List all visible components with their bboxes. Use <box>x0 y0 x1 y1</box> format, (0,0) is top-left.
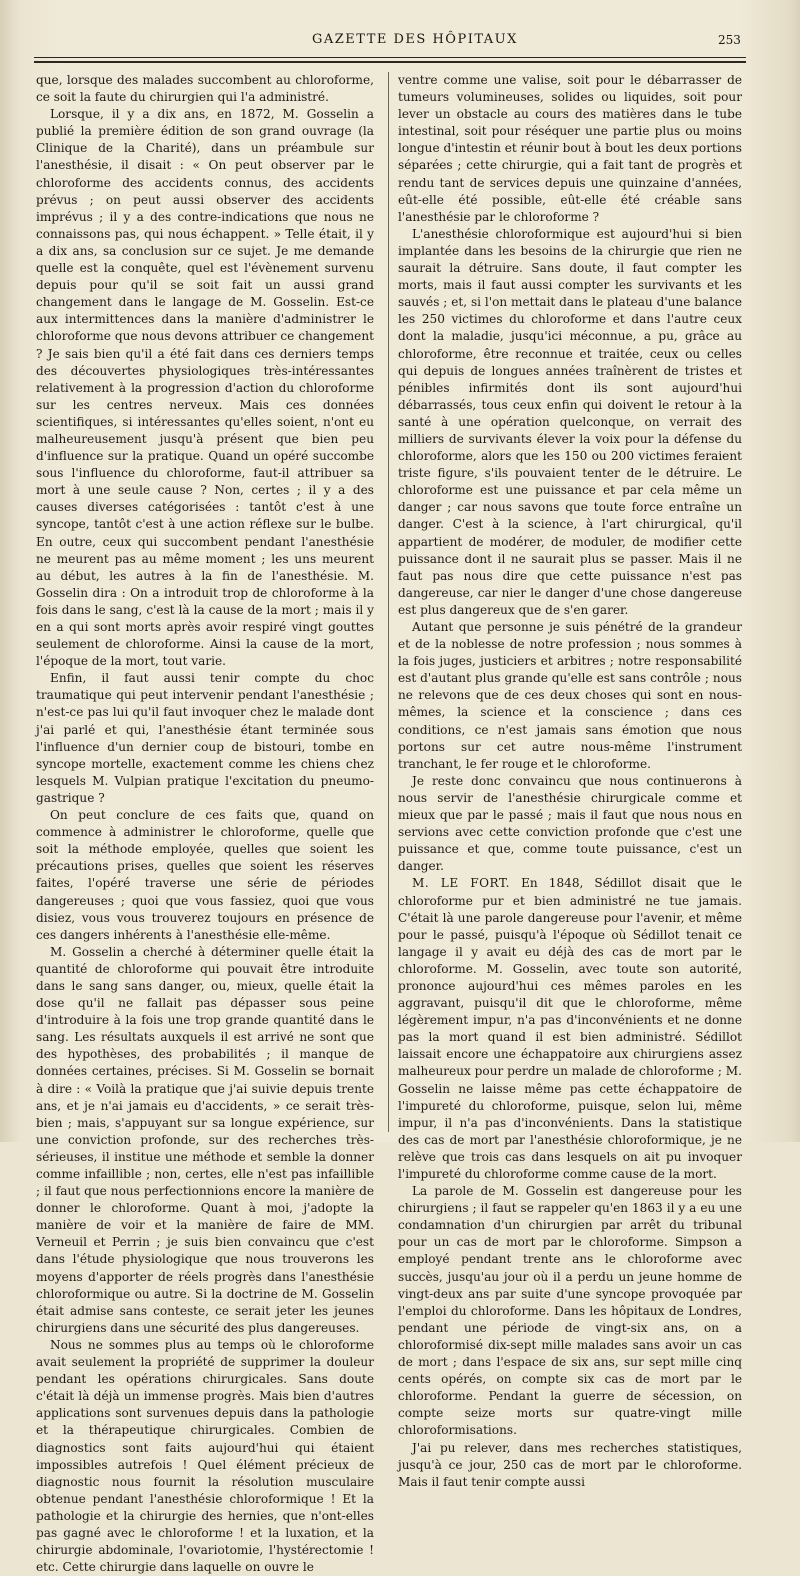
paragraph: L'anesthésie chloroformique est aujourd'hui si bien implantée dans les besoins de la chirurgie que rien ne saurait la détruire. Sans doute, il faut compter les morts, mais il faut aussi compter les survivants et les sauvés ; et, si l'on mettait dans le plateau d'une balance les 250 victimes du chloroforme et dans l'autre ceux dont la maladie, jusqu'ici méconnue, a pu, grâce au chloroforme, être reconnue et traitée, ceux ou celles qui depuis de longues années traînèrent de tristes et pénibles infirmités dont ils sont aujourd'hui débarrassés, tous ceux enfin qui doivent le retour à la santé à une opération quelconque, on verrait des milliers de survivants élever la voix pour la défense du chloroforme, alors que les 150 ou 200 victimes feraient triste figure, s'ils pouvaient tenter de le détruire. Le chloroforme est une puissance et par cela même un danger ; car nous savons que toute force entraîne un danger. C'est à la science, à l'art chirurgical, qu'il appartient de modérer, de moduler, de modifier cette puissance dont il ne saurait plus se passer. Mais il ne faut pas nous dire que cette puissance n'est pas dangereuse, car nier le danger d'une chose dangereuse est plus dangereux que de s'en garer. <box>398 226 742 617</box>
right-column <box>398 72 742 1491</box>
paragraph: Enfin, il faut aussi tenir compte du choc traumatique qui peut intervenir pendant l'anesthésie ; n'est-ce pas lui qu'il faut invoquer chez le malade dont j'ai parlé et qui, l'anesthésie étant terminée sous l'influence d'un dernier coup de bistouri, tombe en syncope mortelle, exactement comme les chiens chez lesquels M. Vulpian pratique l'excitation du pneumo-gastrique ? <box>36 671 374 805</box>
paragraph: J'ai pu relever, dans mes recherches statistiques, jusqu'à ce jour, 250 cas de mort par le chloroforme. Mais il faut tenir compte aussi <box>398 1440 742 1489</box>
speaker-text: En 1848, Sédillot disait que le chloroforme pur et bien administré ne tue jamais. C'était là une parole dangereuse pour l'avenir, et même pour le passé, puisqu'à l'époque où Sédillot tenait ce langage il y avait eu déjà des cas de mort par le chloroforme. M. Gosselin, avec toute son autorité, prononce aujourd'hui ces mêmes paroles en les aggravant, puisqu'il dit que le chloroforme, même légèrement impur, n'a pas d'inconvénients et ne donne pas la mort quand il est bien administré. Sédillot laissait encore une échappatoire aux chirurgiens assez malheureux pour perdre un malade de chloroforme ; M. Gosselin ne laisse même pas cette échappatoire de l'impureté du chloroforme, puisque, selon lui, même impur, il n'a pas d'inconvénients. Dans la statistique des cas de mort par l'anesthésie chloroformique, je ne relève que trois cas dans lesquels on ait pu invoquer l'impureté du chloroforme comme cause de la mort. <box>398 876 742 1181</box>
page-number: 253 <box>718 33 741 47</box>
paragraph: Nous ne sommes plus au temps où le chloroforme avait seulement la propriété de supprimer la douleur pendant les opérations chirurgicales. Sans doute c'était là déjà un immense progrès. Mais bien d'autres applications sont survenues depuis dans la pathologie et la thérapeutique chirurgicales. Combien de diagnostics sont faits aujourd'hui qui étaient impossibles autrefois ! Quel élément précieux de diagnostic nous fournit la résolution musculaire obtenue pendant l'anesthésie chloroformique ! Et la pathologie et la chirurgie des hernies, que n'ont-elles pas gagné avec le chloroforme ! et la luxation, et la chirurgie abdominale, l'ovariotomie, l'hystérectomie ! etc. Cette chirurgie dans laquelle on ouvre le <box>36 1337 374 1575</box>
paragraph: Autant que personne je suis pénétré de la grandeur et de la noblesse de notre profession ; nous sommes à la fois juges, justiciers et arbitres ; notre responsabilité est d'autant plus grande qu'elle est sans contrôle ; nous ne relevons que de ces deux choses qui sont en nous-mêmes, la science et la conscience ; dans ces conditions, ce n'est jamais sans émotion que nous portons sur cet autre nous-même l'instrument tranchant, le fer rouge et le chloroforme. <box>398 620 742 771</box>
speaker-name: M. LE FORT. <box>412 876 511 891</box>
header-rule-bottom <box>34 61 746 63</box>
left-column <box>36 72 374 1576</box>
paragraph: ventre comme une valise, soit pour le débarrasser de tumeurs volumineuses, solides ou liquides, soit pour lever un obstacle au cours des matières dans le tube intestinal, soit pour réséquer une partie plus ou moins longue d'intestin et réunir bout à bout les deux portions séparées ; cette chirurgie, qui a fait tant de progrès et rendu tant de services depuis une quinzaine d'années, eût-elle été possible, eût-elle été créable sans l'anesthésie par le chloroforme ? <box>398 73 742 224</box>
paragraph: On peut conclure de ces faits que, quand on commence à administrer le chloroforme, quelle que soit la méthode employée, quelles que soient les précautions prises, quelles que soient les réserves faites, l'opéré traverse une série de périodes dangereuses ; quoi que vous fassiez, quoi que vous disiez, vous vous trouverez toujours en présence de ces dangers inhérents à l'anesthésie elle-même. <box>36 808 374 942</box>
paragraph: La parole de M. Gosselin est dangereuse pour les chirurgiens ; il faut se rappeler qu'en 1863 il y a eu une condamnation d'un chirurgien par arrêt du tribunal pour un cas de mort par le chloroforme. Simpson a employé pendant trente ans le chloroforme avec succès, jusqu'au jour où il a perdu un jeune homme de vingt-deux ans par suite d'une syncope provoquée par l'emploi du chloroforme. Dans les hôpitaux de Londres, pendant une période de vingt-six ans, on a chloroformisé dix-sept mille malades sans avoir un cas de mort ; dans l'espace de six ans, sur sept mille cinq cents opérés, on compte six cas de mort par le chloroforme. Pendant la guerre de sécession, on compte seize morts sur quatre-vingt mille chloroformisations. <box>398 1184 742 1438</box>
header-rule-top <box>34 57 746 58</box>
paragraph: que, lorsque des malades succombent au chloroforme, ce soit la faute du chirurgien qui l'a administré. <box>36 73 374 105</box>
speaker-paragraph <box>398 875 742 1183</box>
column-divider <box>388 72 389 1132</box>
paragraph: M. Gosselin a cherché à déterminer quelle était la quantité de chloroforme qui pouvait être introduite dans le sang sans danger, ou, mieux, quelle était la dose qu'il ne fallait pas dépasser sous peine d'introduire à la fois une trop grande quantité dans le sang. Les résultats auxquels il est arrivé ne sont que des hypothèses, des probabilités ; il manque de données certaines, précises. Si M. Gosselin se bornait à dire : « Voilà la pratique que j'ai suivie depuis trente ans, et je n'ai jamais eu d'accidents, » ce serait très-bien ; mais, s'appuyant sur sa longue expérience, sur une conviction profonde, sur des recherches très-sérieuses, il institue une méthode et semble la donner comme infaillible ; non, certes, elle n'est pas infaillible ; il faut que nous perfectionnions encore la manière de donner le chloroforme. Quant à moi, j'adopte la manière de voir et la manière de faire de MM. Verneuil et Perrin ; je suis bien convaincu que c'est dans l'étude physiologique que nous trouverons les moyens d'apporter de réels progrès dans l'anesthésie chloroformique ou autre. Si la doctrine de M. Gosselin était admise sans conteste, ce serait jeter les jeunes chirurgiens dans une sécurité des plus dangereuses. <box>36 944 374 1335</box>
running-head <box>0 30 800 50</box>
paragraph: Lorsque, il y a dix ans, en 1872, M. Gosselin a publié la première édition de son grand ouvrage (la Clinique de la Charité), dans un préambule sur l'anesthésie, il disait : « On peut observer par le chloroforme des accidents connus, des accidents prévus ; on peut aussi observer des accidents imprévus ; il y a des contre-indications que nous ne connaissons pas, qui nous échappent. » Telle était, il y a dix ans, sa conclusion sur ce sujet. Je me demande quelle est la conquête, quel est l'évènement survenu depuis pour qu'il se soit fait un aussi grand changement dans le langage de M. Gosselin. Est-ce aux intermittences dans la manière d'administrer le chloroforme que nous devons attribuer ce changement ? Je sais bien qu'il a été fait dans ces derniers temps des découvertes physiologiques très-intéressantes relativement à la progression d'action du chloroforme sur les centres nerveux. Mais ces données scientifiques, si intéressantes qu'elles soient, n'ont eu malheureusement jusqu'à présent que bien peu d'influence sur la pratique. Quand un opéré succombe sous l'influence du chloroforme, faut-il attribuer sa mort à une seule cause ? Non, certes ; il y a des causes diverses catégorisées : tantôt c'est à une syncope, tantôt c'est à une action réflexe sur le bulbe. En outre, ceux qui succombent pendant l'anesthésie ne meurent pas au même moment ; les uns meurent au début, les autres à la fin de l'anesthésie. M. Gosselin dira : On a introduit trop de chloroforme à la fois dans le sang, c'est là la cause de la mort ; mais il y en a qui sont morts après avoir respiré vingt gouttes seulement de chloroforme. Ainsi la cause de la mort, l'époque de la mort, tout varie. <box>36 107 374 669</box>
paragraph: Je reste donc convaincu que nous continuerons à nous servir de l'anesthésie chirurgicale comme et mieux que par le passé ; mais il faut que nous nous en servions avec cette conviction profonde que c'est une puissance et que, comme toute puissance, c'est un danger. <box>398 773 742 874</box>
journal-title: GAZETTE DES HÔPITAUX <box>312 32 518 47</box>
